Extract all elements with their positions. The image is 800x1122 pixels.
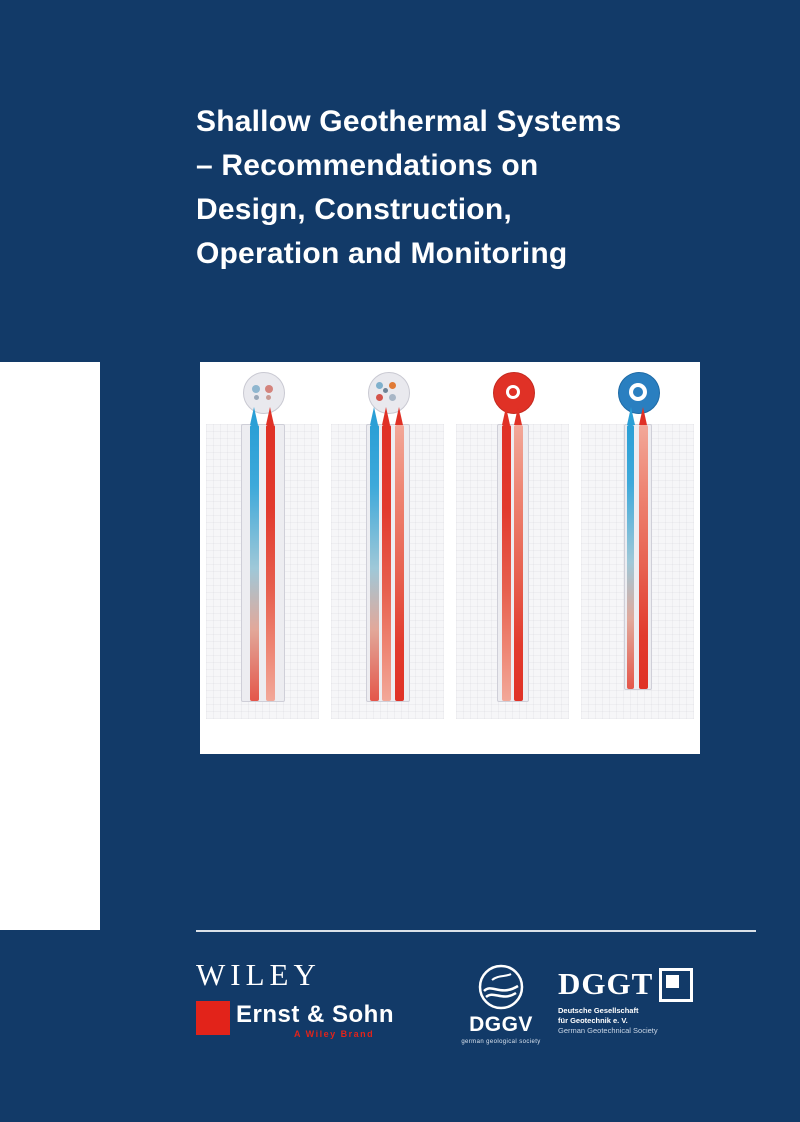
pipe-cold — [627, 425, 634, 689]
pipe-warm — [266, 425, 275, 701]
cover-figure — [200, 362, 700, 754]
left-white-notch — [0, 362, 100, 930]
pipe-warm — [639, 425, 648, 689]
wiley-wordmark: WILEY — [196, 957, 321, 992]
borehole-column — [366, 424, 410, 702]
pipe-cold — [370, 425, 379, 701]
dggt-square-icon — [659, 968, 693, 1002]
pipe-head-icon — [514, 407, 522, 425]
borehole-column — [241, 424, 285, 702]
pipe-head-icon — [370, 407, 378, 425]
title-line-1: Shallow Geothermal Systems — [196, 105, 622, 138]
pipe-head-icon — [395, 407, 403, 425]
figure-bottom-fade — [200, 720, 700, 754]
ernst-sohn-mark-icon — [196, 1001, 230, 1035]
title-line-2: – Recommendations on — [196, 149, 539, 182]
borehole-cross-section-icon — [489, 370, 537, 414]
pipe-warm-2 — [395, 425, 404, 701]
pipe-head-icon — [502, 407, 510, 425]
title-line-4: Operation and Monitoring — [196, 237, 568, 270]
dggv-wordmark: DGGV — [469, 1013, 533, 1036]
dggv-logo — [446, 964, 556, 1045]
pipe-head-icon — [382, 407, 390, 425]
pipe-cold — [250, 425, 259, 701]
pipe-head-icon — [627, 407, 635, 425]
dggt-line-3: German Geotechnical Society — [558, 1026, 658, 1035]
figure-panel-single-u — [200, 362, 325, 754]
dggv-subtitle: german geological society — [461, 1039, 541, 1045]
pipe-head-icon — [250, 407, 258, 425]
wiley-logo — [196, 957, 396, 1039]
borehole-column — [497, 424, 529, 702]
dggt-wordmark: DGGT — [558, 966, 654, 1001]
footer-divider — [196, 930, 756, 932]
publisher-logos — [196, 952, 756, 1072]
borehole-cross-section-icon — [239, 370, 287, 414]
figure-panel-coaxial — [450, 362, 575, 754]
pipe-warm-2 — [514, 425, 523, 701]
pipe-head-icon — [639, 407, 647, 425]
figure-panel-coaxial-large — [575, 362, 700, 754]
dggt-line-1: Deutsche Gesellschaft — [558, 1006, 639, 1015]
ernst-sohn-wordmark: Ernst & Sohn — [236, 1001, 395, 1028]
dggt-logo — [558, 966, 758, 1036]
dggv-mark-icon — [478, 964, 524, 1010]
pipe-warm-1 — [382, 425, 391, 701]
borehole-column — [624, 424, 652, 690]
pipe-warm-1 — [502, 425, 511, 701]
page-title — [196, 100, 756, 276]
dggt-line-2: für Geotechnik e. V. — [558, 1016, 628, 1025]
figure-panel-double-u — [325, 362, 450, 754]
wiley-brand-tagline: A Wiley Brand — [294, 1029, 375, 1039]
borehole-cross-section-icon — [614, 370, 662, 414]
title-line-3: Design, Construction, — [196, 193, 512, 226]
pipe-head-icon — [266, 407, 274, 425]
